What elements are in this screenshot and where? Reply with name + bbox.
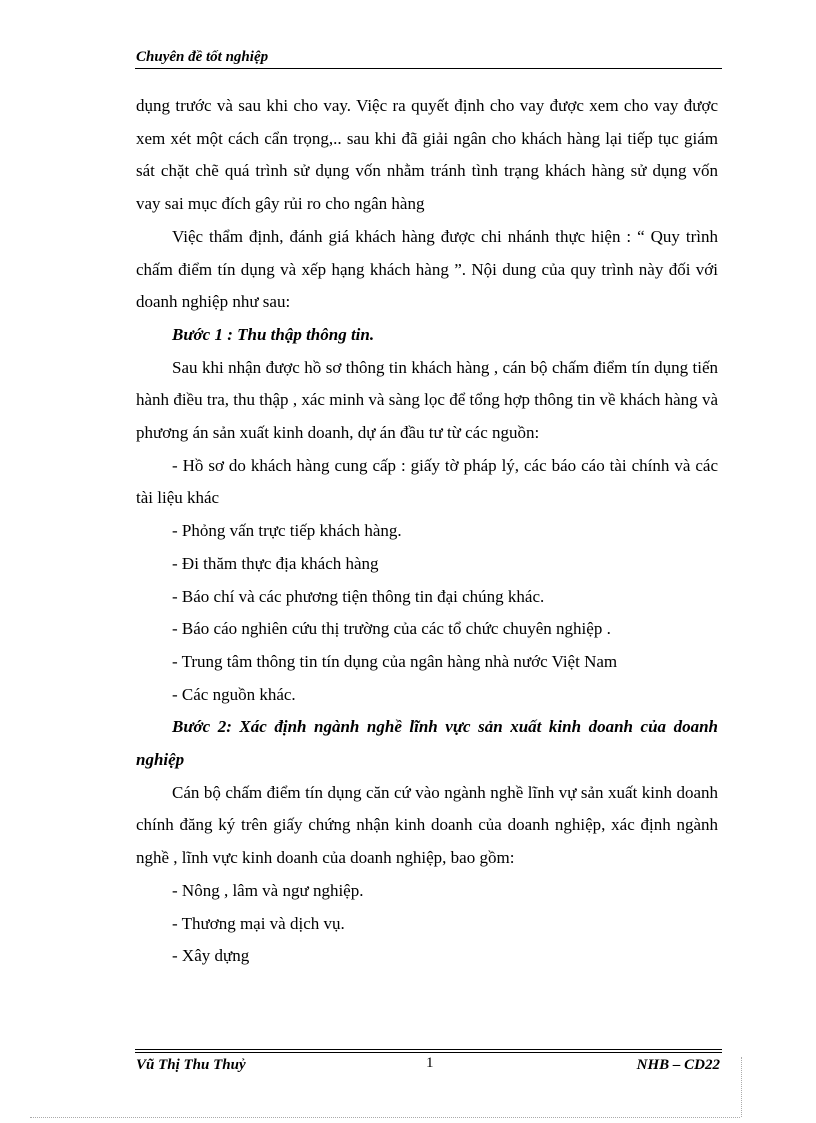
page-edge-marker bbox=[30, 1117, 740, 1118]
source-list-item: - Hồ sơ do khách hàng cung cấp : giấy tờ pháp lý, các báo cáo tài chính và các tài liệu khác bbox=[136, 455, 718, 508]
step-2-heading: Bước 2: Xác định ngành nghề lĩnh vực sản xuất kinh doanh của doanh nghiệp bbox=[136, 717, 718, 770]
source-list-item: - Phỏng vấn trực tiếp khách hàng. bbox=[172, 521, 402, 541]
header-title: Chuyên đề tốt nghiệp bbox=[136, 49, 269, 65]
paragraph: Việc thẩm định, đánh giá khách hàng được chi nhánh thực hiện : “ Quy trình chấm điểm tín dụng và xếp hạng khách hàng ”. Nội dung của quy trình này đối với doanh nghiệp như sau: bbox=[136, 226, 718, 312]
footer-author: Vũ Thị Thu Thuỷ bbox=[136, 1057, 246, 1073]
header-rule bbox=[135, 68, 722, 69]
source-list-item: - Các nguồn khác. bbox=[172, 684, 296, 704]
paragraph: Cán bộ chấm điểm tín dụng căn cứ vào ngành nghề lĩnh vự sản xuất kinh doanh chính đăng ký trên giấy chứng nhận kinh doanh của doanh nghiệp, xác định ngành nghề , lĩnh vực kinh doanh của doanh nghiệp, bao gồm: bbox=[136, 782, 718, 868]
footer-rule bbox=[135, 1049, 722, 1050]
paragraph: Sau khi nhận được hồ sơ thông tin khách hàng , cán bộ chấm điểm tín dụng tiến hành điều tra, thu thập , xác minh và sàng lọc để tổng hợp thông tin về khách hàng và phương án sản xuất kinh doanh, dự án đầu tư từ các nguồn: bbox=[136, 357, 718, 443]
sector-list-item: - Xây dựng bbox=[172, 946, 250, 966]
page-edge-marker bbox=[741, 1057, 742, 1117]
step-1-heading: Bước 1 : Thu thập thông tin. bbox=[172, 324, 375, 344]
sector-list-item: - Nông , lâm và ngư nghiệp. bbox=[172, 880, 364, 900]
footer-code: NHB – CD22 bbox=[636, 1057, 720, 1073]
page-number: 1 bbox=[426, 1055, 434, 1071]
footer-rule bbox=[135, 1052, 722, 1053]
source-list-item: - Báo chí và các phương tiện thông tin đại chúng khác. bbox=[172, 586, 545, 606]
source-list-item: - Báo cáo nghiên cứu thị trường của các tổ chức chuyên nghiệp . bbox=[172, 619, 611, 639]
source-list-item: - Trung tâm thông tin tín dụng của ngân hàng nhà nước Việt Nam bbox=[172, 651, 618, 671]
document-body bbox=[136, 90, 718, 973]
source-list-item: - Đi thăm thực địa khách hàng bbox=[172, 553, 379, 573]
paragraph: dụng trước và sau khi cho vay. Việc ra quyết định cho vay được xem cho vay được xem xét một cách cẩn trọng,.. sau khi đã giải ngân cho khách hàng lại tiếp tục giám sát chặt chẽ quá trình sử dụng vốn nhằm tránh tình trạng khách hàng sử dụng vốn vay sai mục đích gây rủi ro cho ngân hàng bbox=[136, 96, 718, 214]
sector-list-item: - Thương mại và dịch vụ. bbox=[172, 913, 345, 933]
